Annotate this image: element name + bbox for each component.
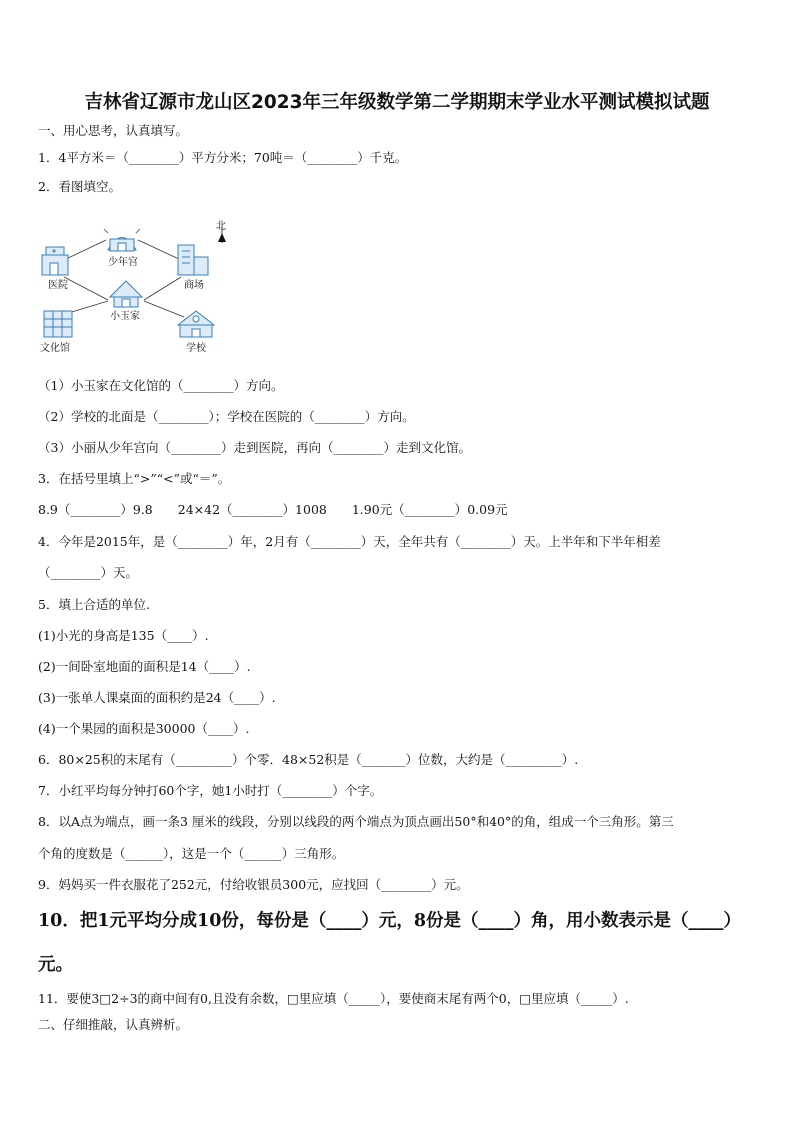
culture-hall-icon bbox=[44, 311, 72, 337]
question-3: 3．在括号里填上“>”“<”或“＝”。 bbox=[38, 471, 231, 486]
section-heading-2: 二、仔细推敲，认真辨析。 bbox=[38, 1017, 189, 1032]
school-icon bbox=[178, 311, 214, 337]
mall-icon bbox=[178, 245, 208, 275]
question-5: 5．填上合适的单位. bbox=[38, 597, 150, 612]
north-label: 北 bbox=[216, 221, 226, 232]
question-2-part-2: （2）学校的北面是（________）；学校在医院的（________）方向。 bbox=[38, 409, 415, 424]
school-label: 学校 bbox=[186, 343, 206, 354]
question-11: 11．要使3□2÷3的商中间有0,且没有余数，□里应填（_____），要使商末尾有两个0，□里应填（_____）. bbox=[38, 991, 629, 1006]
question-10-line-2: 元。 bbox=[38, 955, 73, 975]
youth-palace-icon bbox=[104, 229, 140, 251]
xiaoyu-home-label: 小玉家 bbox=[110, 311, 140, 322]
question-4-line-1: 4．今年是2015年，是（________）年，2月有（________）天，全年共有（________）天。上半年和下半年相差 bbox=[38, 534, 661, 549]
question-9: 9．妈妈买一件衣服花了252元，付给收银员300元，应找回（________）元。 bbox=[38, 877, 469, 892]
location-map-diagram bbox=[36, 215, 236, 365]
hospital-label: 医院 bbox=[48, 280, 68, 291]
culture-hall-label: 文化馆 bbox=[40, 343, 70, 354]
question-3-items: 8.9（________）9.8 24×42（________）1008 1.90元（________）0.09元 bbox=[38, 502, 508, 517]
question-2-part-1: （1）小玉家在文化馆的（________）方向。 bbox=[38, 378, 284, 393]
home-icon bbox=[110, 281, 142, 307]
mall-label: 商场 bbox=[184, 280, 204, 291]
question-7: 7．小红平均每分钟打60个字，她1小时打（________）个字。 bbox=[38, 783, 383, 798]
section-heading-1: 一、用心思考，认真填写。 bbox=[38, 123, 189, 138]
question-4-line-2: （________）天。 bbox=[38, 565, 139, 580]
hospital-icon bbox=[42, 247, 68, 275]
question-8-line-2: 个角的度数是（______），这是一个（______）三角形。 bbox=[38, 846, 345, 861]
page-title: 吉林省辽源市龙山区2023年三年级数学第二学期期末学业水平测试模拟试题 bbox=[84, 92, 710, 113]
question-5-part-1: (1)小光的身高是135（____）. bbox=[38, 628, 209, 643]
question-1: 1．4平方米＝（________）平方分米；70吨＝（________）千克。 bbox=[38, 150, 408, 165]
question-2: 2．看图填空。 bbox=[38, 179, 121, 194]
question-5-part-4: (4)一个果园的面积是30000（____）. bbox=[38, 721, 250, 736]
question-10-line-1: 10．把1元平均分成10份，每份是（____）元，8份是（____）角，用小数表示是（____） bbox=[38, 911, 742, 931]
question-5-part-3: (3)一张单人课桌面的面积约是24（____）. bbox=[38, 690, 276, 705]
youth-palace-label: 少年宫 bbox=[108, 257, 138, 268]
question-6: 6．80×25积的末尾有（_________）个零．48×52积是（_______）位数，大约是（_________）. bbox=[38, 752, 579, 767]
question-5-part-2: (2)一间卧室地面的面积是14（____）. bbox=[38, 659, 251, 674]
question-8-line-1: 8．以A点为端点，画一条3 厘米的线段，分别以线段的两个端点为顶点画出50°和40°的角，组成一个三角形。第三 bbox=[38, 814, 674, 829]
question-2-part-3: （3）小丽从少年宫向（________）走到医院，再向（________）走到文化馆。 bbox=[38, 440, 471, 455]
